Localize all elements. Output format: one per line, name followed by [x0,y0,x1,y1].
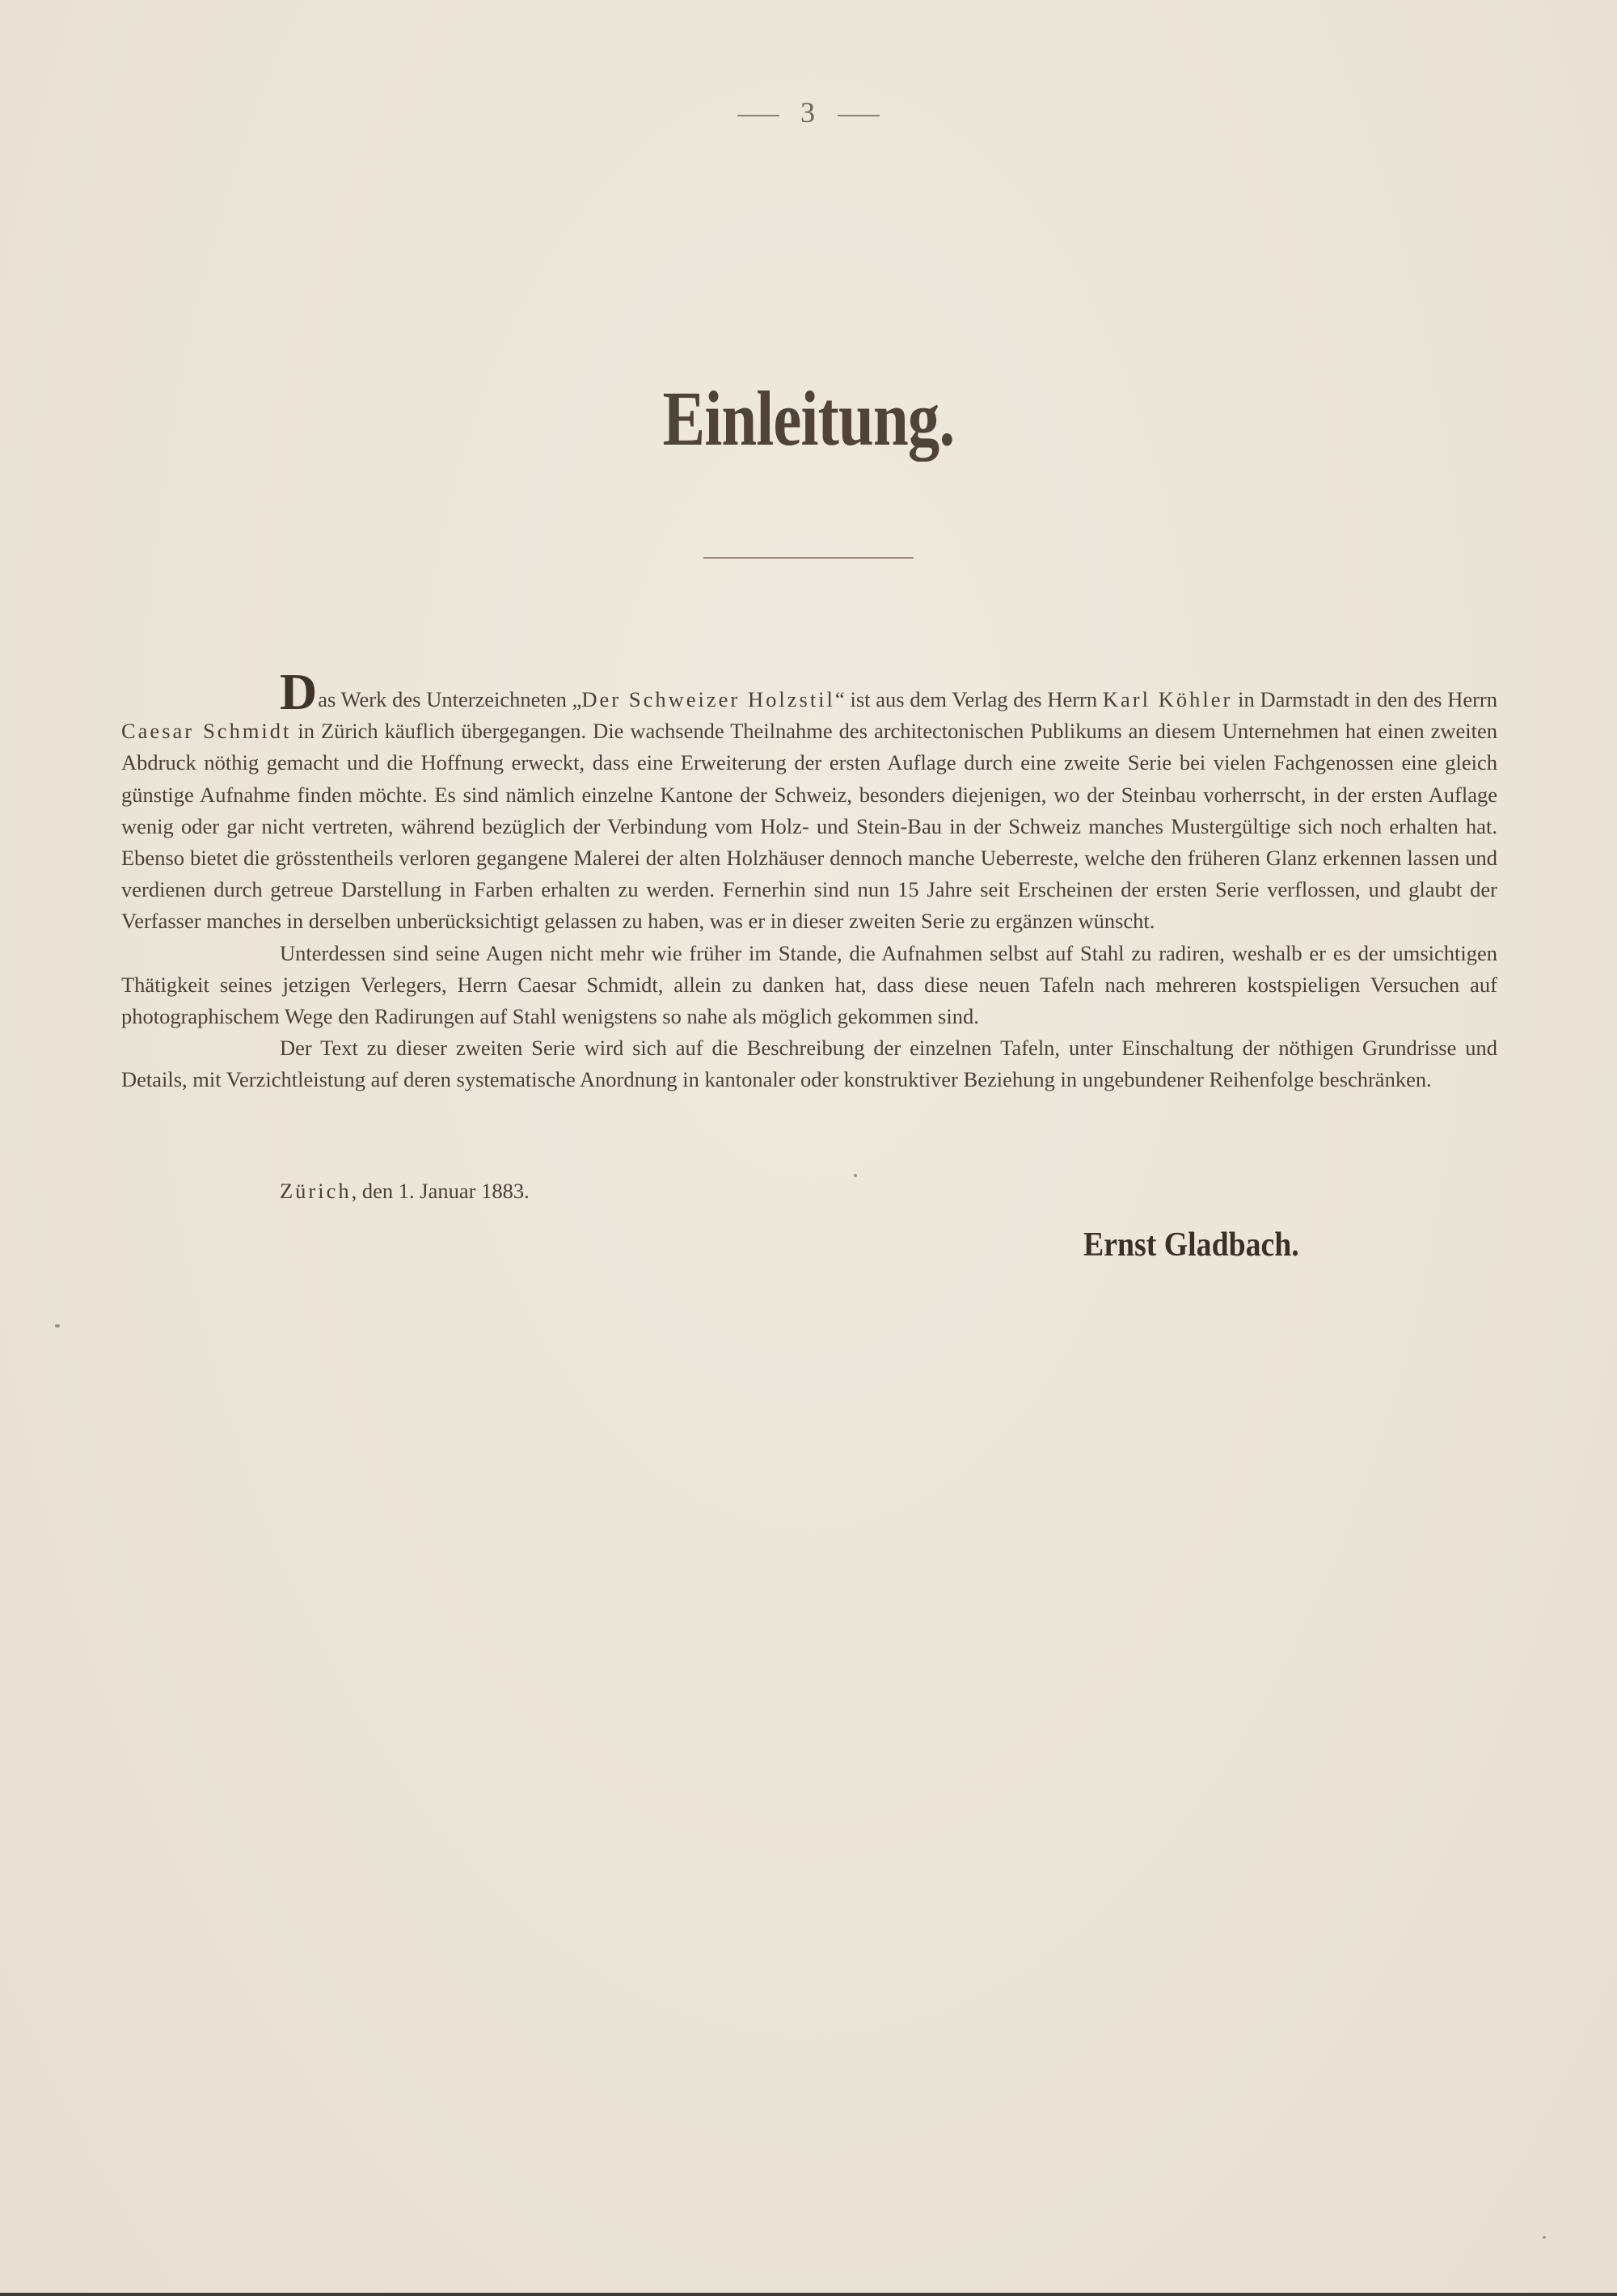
paragraph-intro [121,663,1498,938]
paragraph-intro-part-b: “ ist aus dem Verlag des Herrn [834,687,1103,711]
paper-speck [55,1324,60,1327]
dateline-date: , den 1. Januar 1883. [351,1179,530,1203]
paper-speck [854,1174,857,1177]
page-number [0,95,1617,129]
body-text [121,663,1498,1096]
page-title: Einleitung. [662,375,955,462]
dateline-place: Zürich [280,1179,352,1203]
drop-cap: D [280,663,318,720]
page-number-dash-left [737,115,779,116]
dateline [280,1179,530,1204]
work-title: Der Schweizer Holzstil [581,687,835,711]
paragraph-intro-part-d: in Zürich käuflich übergegangen. Die wachsende Theilnahme des architectonischen Publikums an diesem Unternehmen hat einen zweiten Abdruck nöthig gemacht und die Hoffnung erweckt, dass eine Erweiterung der ersten Auflage durch eine zweite Serie bei vielen Fachgenossen eine gleich günstige Aufnahme finden möchte. Es sind nämlich einzelne Kantone der Schweiz, besonders diejenigen, wo der Steinbau vorherrscht, in der ersten Auflage wenig oder gar nicht vertreten, während bezüglich der Verbindung vom Holz- und Stein-Bau in der Schweiz manches Mustergültige sich noch erhalten hat. Ebenso bietet die grösstentheils verloren gegangene Malerei der alten Holzhäuser dennoch manche Ueberreste, welche den früheren Glanz erkennen lassen und verdienen durch getreue Darstellung in Farben erhalten zu werden. Fernerhin sind nun 15 Jahre seit Erscheinen der ersten Serie verflossen, und glaubt der Verfasser manches in derselben unberücksichtigt gelassen zu haben, was er in dieser zweiten Serie zu ergänzen wünscht. [121,719,1498,934]
page-number-dash-right [838,115,880,116]
publisher-name-2: Caesar Schmidt [121,719,292,744]
title-divider [703,557,914,559]
paragraph-intro-part-a: as Werk des Unterzeichneten „ [318,687,582,711]
author-signature: Ernst Gladbach. [1083,1226,1299,1264]
paper-speck [1543,2236,1546,2239]
paragraph-third: Der Text zu dieser zweiten Serie wird sich auf die Beschreibung der einzelnen Tafeln, unter Einschaltung der nöthigen Grundrisse und Details, mit Verzichtleistung auf deren systematische Anordnung in kantonaler oder konstruktiver Beziehung in ungebundener Reihenfolge beschränken. [121,1036,1497,1092]
publisher-name-1: Karl Köhler [1102,687,1233,711]
page-bottom-edge [0,2293,1617,2296]
page-number-value: 3 [800,96,817,129]
paragraph-intro-part-c: in Darmstadt in den des Herrn [1232,687,1498,711]
paragraph-second: Unterdessen sind seine Augen nicht mehr wie früher im Stande, die Aufnahmen selbst auf Stahl zu radiren, weshalb er es der umsichtigen Thätigkeit seines jetzigen Verlegers, Herrn Caesar Schmidt, allein zu danken hat, dass diese neuen Tafeln nach mehreren kostspieligen Versuchen auf photographischem Wege den Radirungen auf Stahl wenigstens so nahe als möglich gekommen sind. [121,940,1497,1029]
